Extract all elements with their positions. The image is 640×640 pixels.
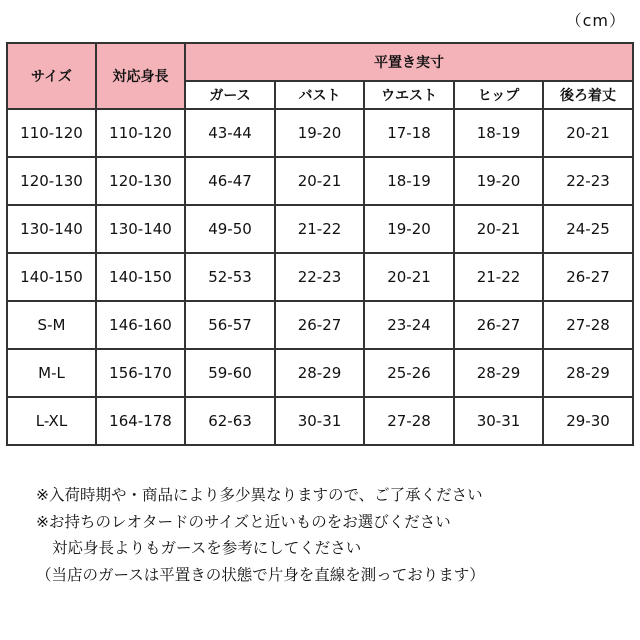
note-line: （当店のガースは平置きの状態で片身を直線を測っております）: [36, 565, 485, 584]
cell-back-length: 28-29: [543, 349, 633, 397]
cell-hip: 19-20: [454, 157, 543, 205]
cell-bust: 26-27: [275, 301, 364, 349]
cell-hip: 20-21: [454, 205, 543, 253]
cell-girth: 43-44: [185, 109, 275, 157]
table-row: [7, 109, 633, 157]
note-line: 対応身長よりもガースを参考にしてください: [52, 539, 362, 557]
header-hip: ヒップ: [454, 81, 543, 109]
cell-size: 130-140: [7, 205, 96, 253]
cell-back-length: 20-21: [543, 109, 633, 157]
cell-girth: 49-50: [185, 205, 275, 253]
cell-size: L-XL: [7, 397, 96, 445]
cell-girth: 62-63: [185, 397, 275, 445]
cell-bust: 19-20: [275, 109, 364, 157]
cell-waist: 20-21: [364, 253, 454, 301]
cell-height: 164-178: [96, 397, 185, 445]
note-line: ※お持ちのレオタードのサイズと近いものをお選びください: [36, 512, 451, 531]
cell-waist: 25-26: [364, 349, 454, 397]
cell-size: 120-130: [7, 157, 96, 205]
header-size: サイズ: [7, 43, 96, 109]
table-row: [7, 301, 633, 349]
cell-waist: 19-20: [364, 205, 454, 253]
table-row: [7, 157, 633, 205]
table-row: [7, 397, 633, 445]
note-line: ※入荷時期や・商品により多少異なりますので、ご了承ください: [36, 486, 483, 504]
cell-bust: 21-22: [275, 205, 364, 253]
cell-bust: 20-21: [275, 157, 364, 205]
cell-hip: 28-29: [454, 349, 543, 397]
cell-size: M-L: [7, 349, 96, 397]
header-bust: バスト: [275, 81, 364, 109]
cell-hip: 21-22: [454, 253, 543, 301]
cell-bust: 22-23: [275, 253, 364, 301]
cell-size: 140-150: [7, 253, 96, 301]
cell-waist: 17-18: [364, 109, 454, 157]
table-row: [7, 205, 633, 253]
header-waist: ウエスト: [364, 81, 454, 109]
cell-size: S-M: [7, 301, 96, 349]
cell-height: 146-160: [96, 301, 185, 349]
table-row: [7, 349, 633, 397]
cell-back-length: 27-28: [543, 301, 633, 349]
cell-height: 140-150: [96, 253, 185, 301]
cell-hip: 26-27: [454, 301, 543, 349]
header-back-length: 後ろ着丈: [543, 81, 633, 109]
cell-bust: 28-29: [275, 349, 364, 397]
cell-height: 120-130: [96, 157, 185, 205]
cell-girth: 46-47: [185, 157, 275, 205]
cell-girth: 52-53: [185, 253, 275, 301]
header-flat-measurements: 平置き実寸: [185, 43, 633, 81]
cell-hip: 18-19: [454, 109, 543, 157]
cell-back-length: 24-25: [543, 205, 633, 253]
unit-label: （cm）: [565, 11, 626, 30]
cell-back-length: 22-23: [543, 157, 633, 205]
cell-waist: 23-24: [364, 301, 454, 349]
cell-hip: 30-31: [454, 397, 543, 445]
header-girth: ガース: [185, 81, 275, 109]
cell-waist: 18-19: [364, 157, 454, 205]
cell-waist: 27-28: [364, 397, 454, 445]
cell-height: 110-120: [96, 109, 185, 157]
cell-back-length: 29-30: [543, 397, 633, 445]
notes-block: [36, 482, 485, 588]
cell-height: 156-170: [96, 349, 185, 397]
cell-back-length: 26-27: [543, 253, 633, 301]
cell-height: 130-140: [96, 205, 185, 253]
cell-girth: 56-57: [185, 301, 275, 349]
cell-size: 110-120: [7, 109, 96, 157]
table-row: [7, 253, 633, 301]
cell-girth: 59-60: [185, 349, 275, 397]
size-chart-table: [6, 42, 634, 446]
cell-bust: 30-31: [275, 397, 364, 445]
header-height: 対応身長: [96, 43, 185, 109]
